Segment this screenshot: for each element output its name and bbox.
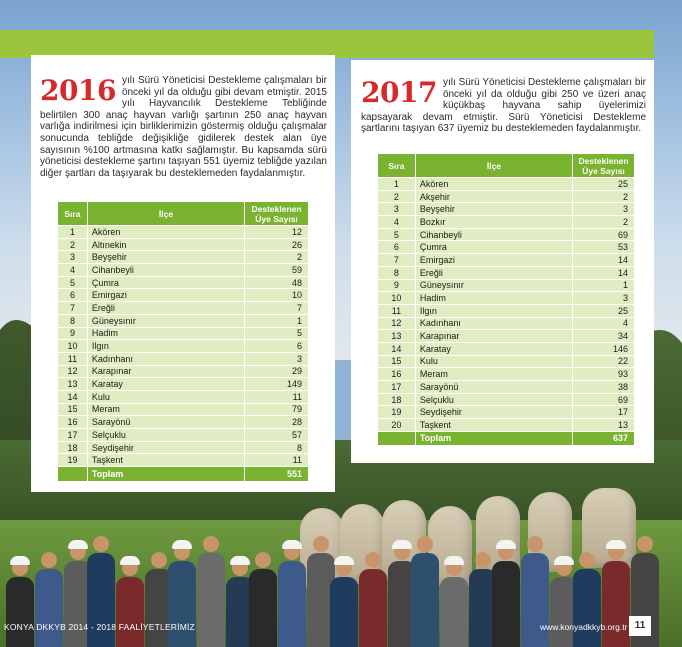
row-number: 8	[378, 266, 416, 279]
row-district: Hadim	[415, 292, 572, 305]
row-number: 1	[378, 178, 416, 191]
row-district: Ereğli	[415, 266, 572, 279]
row-number: 3	[58, 251, 88, 264]
row-count: 25	[573, 304, 635, 317]
row-count: 26	[245, 238, 309, 251]
header-count: Desteklenen Üye Sayısı	[573, 154, 635, 178]
table-row	[378, 254, 635, 267]
row-count: 93	[573, 368, 635, 381]
header-no: Sıra	[378, 154, 416, 178]
row-district: Kadınhanı	[87, 352, 244, 365]
header-no: Sıra	[58, 202, 88, 226]
row-count: 1	[573, 279, 635, 292]
row-district: Kadınhanı	[415, 317, 572, 330]
total-label: Toplam	[415, 431, 572, 445]
row-number: 14	[378, 342, 416, 355]
total-label: Toplam	[87, 467, 244, 482]
table-row	[378, 178, 635, 191]
person	[249, 569, 277, 647]
person-head	[255, 552, 271, 568]
row-count: 48	[245, 276, 309, 289]
table-row	[58, 251, 309, 264]
header-district: İlçe	[87, 202, 244, 226]
row-district: Akşehir	[415, 190, 572, 203]
row-district: Beyşehir	[87, 251, 244, 264]
table-row	[58, 327, 309, 340]
row-count: 3	[573, 292, 635, 305]
year-2017: 2017	[361, 76, 437, 109]
row-count: 3	[245, 352, 309, 365]
row-number: 3	[378, 203, 416, 216]
row-district: Seydişehir	[415, 406, 572, 419]
person	[35, 569, 63, 647]
row-number: 7	[378, 254, 416, 267]
white-cap	[68, 540, 88, 549]
row-count: 2	[573, 190, 635, 203]
person-head	[365, 552, 381, 568]
row-district: Taşkent	[87, 454, 244, 467]
table-row	[378, 355, 635, 368]
row-count: 14	[573, 266, 635, 279]
row-count: 69	[573, 228, 635, 241]
row-number: 4	[58, 264, 88, 277]
footer-title: KONYA DKKYB 2014 - 2018 FAALİYETLERİMİZ	[4, 622, 195, 632]
row-number: 16	[58, 416, 88, 429]
row-count: 12	[245, 226, 309, 239]
row-number: 11	[58, 352, 88, 365]
white-cap	[334, 556, 354, 565]
total-value: 551	[245, 467, 309, 482]
table-2016	[57, 201, 309, 482]
row-count: 11	[245, 454, 309, 467]
row-number: 10	[58, 340, 88, 353]
row-count: 79	[245, 403, 309, 416]
row-count: 2	[245, 251, 309, 264]
row-count: 53	[573, 241, 635, 254]
table-row	[378, 279, 635, 292]
row-number: 9	[58, 327, 88, 340]
person-head	[527, 536, 543, 552]
person	[359, 569, 387, 647]
header-band	[0, 30, 654, 58]
table-row	[58, 352, 309, 365]
row-district: Bozkır	[415, 216, 572, 229]
table-row	[378, 342, 635, 355]
panel-2016	[31, 55, 335, 492]
table-row	[378, 330, 635, 343]
white-cap	[554, 556, 574, 565]
row-district: Karatay	[87, 378, 244, 391]
row-count: 25	[573, 178, 635, 191]
row-count: 22	[573, 355, 635, 368]
white-cap	[230, 556, 250, 565]
white-cap	[444, 556, 464, 565]
person	[411, 553, 439, 647]
table-row	[378, 241, 635, 254]
table-row	[58, 302, 309, 315]
row-district: Karapınar	[415, 330, 572, 343]
row-district: Akören	[415, 178, 572, 191]
row-district: Karapınar	[87, 365, 244, 378]
person-head	[417, 536, 433, 552]
person-head	[93, 536, 109, 552]
row-district: Akören	[87, 226, 244, 239]
table-row	[378, 216, 635, 229]
person-head	[41, 552, 57, 568]
row-number: 20	[378, 419, 416, 432]
table-row	[58, 264, 309, 277]
white-cap	[172, 540, 192, 549]
row-count: 34	[573, 330, 635, 343]
row-count: 38	[573, 381, 635, 394]
white-cap	[282, 540, 302, 549]
row-district: Güneysınır	[415, 279, 572, 292]
table-row	[58, 403, 309, 416]
row-count: 5	[245, 327, 309, 340]
row-district: Selçuklu	[87, 429, 244, 442]
table-row	[378, 406, 635, 419]
row-district: Selçuklu	[415, 393, 572, 406]
intro-text-2017: yılı Sürü Yöneticisi Destekleme çalışmaları bir önceki yıl da olduğu gibi 250 ve üzeri anaç küçükbaş hayvana sahip üyelerimizi kapsayarak devam etmiştir. Sürü Yöneticisi Destekleme şartlarını taşıyan 637 üyemiz bu desteklemeden faydalanmıştır.	[361, 77, 646, 135]
table-row	[378, 368, 635, 381]
row-count: 2	[573, 216, 635, 229]
row-number: 15	[378, 355, 416, 368]
total-row	[58, 467, 309, 482]
row-district: Karatay	[415, 342, 572, 355]
row-number: 13	[378, 330, 416, 343]
year-2016: 2016	[40, 74, 116, 107]
row-count: 17	[573, 406, 635, 419]
row-district: Cihanbeyli	[87, 264, 244, 277]
row-district: Cihanbeyli	[415, 228, 572, 241]
person	[278, 561, 306, 647]
row-count: 7	[245, 302, 309, 315]
table-row	[378, 419, 635, 432]
row-count: 13	[573, 419, 635, 432]
row-district: Seydişehir	[87, 441, 244, 454]
row-count: 59	[245, 264, 309, 277]
table-row	[58, 238, 309, 251]
row-district: Sarayönü	[415, 381, 572, 394]
table-body-2017	[378, 178, 635, 432]
row-count: 146	[573, 342, 635, 355]
table-row	[378, 203, 635, 216]
row-number: 2	[58, 238, 88, 251]
row-number: 6	[378, 241, 416, 254]
table-row	[58, 454, 309, 467]
row-district: Ilgın	[415, 304, 572, 317]
person	[492, 561, 520, 647]
row-district: Emirgazi	[87, 289, 244, 302]
row-count: 149	[245, 378, 309, 391]
row-number: 19	[58, 454, 88, 467]
row-district: Çumra	[87, 276, 244, 289]
table-row	[58, 289, 309, 302]
table-row	[58, 314, 309, 327]
row-district: Emirgazi	[415, 254, 572, 267]
row-number: 1	[58, 226, 88, 239]
row-number: 13	[58, 378, 88, 391]
person-head	[151, 552, 167, 568]
person	[330, 577, 358, 647]
person	[602, 561, 630, 647]
row-number: 8	[58, 314, 88, 327]
row-district: Meram	[415, 368, 572, 381]
table-row	[378, 317, 635, 330]
row-number: 11	[378, 304, 416, 317]
row-number: 19	[378, 406, 416, 419]
row-count: 3	[573, 203, 635, 216]
row-count: 8	[245, 441, 309, 454]
white-cap	[392, 540, 412, 549]
person	[168, 561, 196, 647]
table-row	[58, 429, 309, 442]
row-number: 12	[378, 317, 416, 330]
person-head	[203, 536, 219, 552]
row-district: Sarayönü	[87, 416, 244, 429]
row-number: 6	[58, 289, 88, 302]
header-count: Desteklenen Üye Sayısı	[245, 202, 309, 226]
row-count: 57	[245, 429, 309, 442]
row-count: 14	[573, 254, 635, 267]
table-row	[58, 390, 309, 403]
table-row	[378, 292, 635, 305]
row-number: 14	[58, 390, 88, 403]
table-row	[378, 228, 635, 241]
row-count: 29	[245, 365, 309, 378]
row-count: 10	[245, 289, 309, 302]
row-number: 2	[378, 190, 416, 203]
row-number: 7	[58, 302, 88, 315]
row-district: Çumra	[415, 241, 572, 254]
table-row	[58, 441, 309, 454]
intro-2016	[40, 75, 327, 179]
table-body-2016	[58, 226, 309, 467]
row-number: 15	[58, 403, 88, 416]
table-row	[58, 378, 309, 391]
person	[440, 577, 468, 647]
table-row	[378, 266, 635, 279]
row-district: Meram	[87, 403, 244, 416]
intro-2017	[361, 77, 646, 135]
row-count: 11	[245, 390, 309, 403]
panel-2017	[351, 60, 654, 463]
person	[521, 553, 549, 647]
row-count: 69	[573, 393, 635, 406]
person-head	[637, 536, 653, 552]
table-row	[58, 276, 309, 289]
table-row	[378, 381, 635, 394]
person	[87, 553, 115, 647]
table-2017	[377, 153, 635, 446]
row-number: 16	[378, 368, 416, 381]
person	[197, 553, 225, 647]
row-number: 18	[58, 441, 88, 454]
person	[116, 577, 144, 647]
row-number: 5	[58, 276, 88, 289]
row-district: Hadim	[87, 327, 244, 340]
row-number: 17	[58, 429, 88, 442]
row-number: 5	[378, 228, 416, 241]
person	[573, 569, 601, 647]
person	[6, 577, 34, 647]
row-number: 12	[58, 365, 88, 378]
table-row	[58, 340, 309, 353]
white-cap	[496, 540, 516, 549]
footer-url[interactable]: www.konyadkkyb.org.tr	[540, 622, 628, 632]
row-district: Güneysınır	[87, 314, 244, 327]
total-value: 637	[573, 431, 635, 445]
person-head	[579, 552, 595, 568]
total-row	[378, 431, 635, 445]
table-row	[58, 416, 309, 429]
row-district: Ilgın	[87, 340, 244, 353]
intro-text-2016: yılı Sürü Yöneticisi Destekleme çalışmaları bir önceki yıl da olduğu gibi devam etmiştir. 2015 yılı Hayvancılık Destekleme Tebliğinde belirtilen 300 anaç hayvan varlığı şartının 250 anaç hayvan varlığa indirilmesi için birliklerimizin göstermiş olduğu çalışmalar sonucunda tebliğde değişikliğe gidilerek destek alan üye sayısının %100 artmasına katkı sağlamıştır. Bu kapsamda sürü yöneticisi destekleme şartını taşıyan 551 üyemiz tebliğde yazılan diğer şartları da taşıyarak bu desteklemeden faydalanmıştır.	[40, 75, 327, 179]
page-number: 11	[629, 616, 651, 636]
row-number: 18	[378, 393, 416, 406]
white-cap	[606, 540, 626, 549]
row-district: Kulu	[87, 390, 244, 403]
table-row	[378, 393, 635, 406]
row-district: Taşkent	[415, 419, 572, 432]
row-number: 17	[378, 381, 416, 394]
row-count: 4	[573, 317, 635, 330]
table-row	[58, 365, 309, 378]
person-head	[475, 552, 491, 568]
row-number: 10	[378, 292, 416, 305]
table-row	[378, 304, 635, 317]
white-cap	[120, 556, 140, 565]
row-count: 1	[245, 314, 309, 327]
table-row	[378, 190, 635, 203]
table-row	[58, 226, 309, 239]
white-cap	[10, 556, 30, 565]
row-district: Kulu	[415, 355, 572, 368]
row-number: 9	[378, 279, 416, 292]
row-district: Altınekin	[87, 238, 244, 251]
row-number: 4	[378, 216, 416, 229]
row-count: 6	[245, 340, 309, 353]
header-district: İlçe	[415, 154, 572, 178]
person-head	[313, 536, 329, 552]
row-district: Beyşehir	[415, 203, 572, 216]
row-district: Ereğli	[87, 302, 244, 315]
row-count: 28	[245, 416, 309, 429]
